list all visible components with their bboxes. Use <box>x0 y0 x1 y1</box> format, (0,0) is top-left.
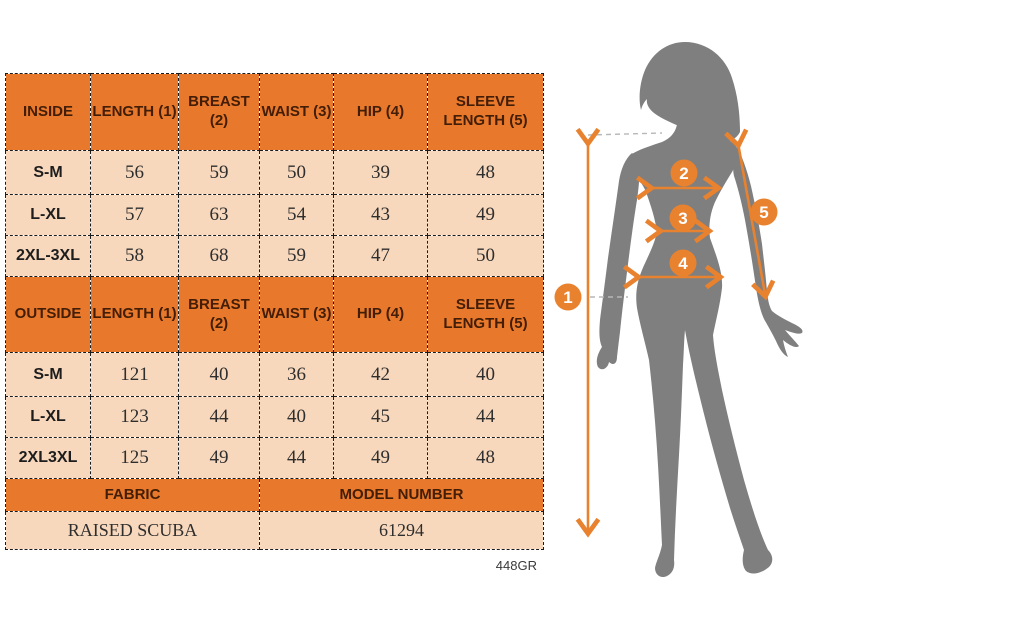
product-code-caption: 448GR <box>495 558 537 573</box>
value-cell: 42 <box>334 353 428 397</box>
value-cell: 44 <box>260 438 334 479</box>
header-waist: WAIST (3) <box>260 74 334 151</box>
model-number-value: 61294 <box>260 512 544 550</box>
badge-3 <box>670 205 697 232</box>
table-header-outside <box>6 277 544 353</box>
table-footer-header <box>6 479 544 512</box>
badge-2 <box>671 160 698 187</box>
value-cell: 40 <box>428 353 544 397</box>
value-cell: 48 <box>428 151 544 195</box>
svg-text:4: 4 <box>678 254 688 273</box>
value-cell: 121 <box>91 353 179 397</box>
header-length: LENGTH (1) <box>91 277 179 353</box>
table-row <box>6 195 544 236</box>
value-cell: 36 <box>260 353 334 397</box>
value-cell: 123 <box>91 397 179 438</box>
height-guide-dash-top <box>588 133 662 135</box>
value-cell: 59 <box>260 236 334 277</box>
size-label: 2XL-3XL <box>6 236 91 277</box>
header-breast: BREAST (2) <box>179 277 260 353</box>
value-cell: 63 <box>179 195 260 236</box>
value-cell: 49 <box>179 438 260 479</box>
header-hip: HIP (4) <box>334 277 428 353</box>
header-inside: INSIDE <box>6 74 91 151</box>
table-row <box>6 438 544 479</box>
value-cell: 39 <box>334 151 428 195</box>
svg-text:3: 3 <box>678 209 688 228</box>
svg-text:1: 1 <box>563 288 573 307</box>
value-cell: 44 <box>428 397 544 438</box>
table-header-inside <box>6 74 544 151</box>
header-hip: HIP (4) <box>334 74 428 151</box>
svg-text:5: 5 <box>759 203 769 222</box>
size-label: L-XL <box>6 195 91 236</box>
value-cell: 50 <box>428 236 544 277</box>
measurement-figure <box>550 20 830 600</box>
size-label: S-M <box>6 151 91 195</box>
table-row <box>6 397 544 438</box>
value-cell: 57 <box>91 195 179 236</box>
header-breast: BREAST (2) <box>179 74 260 151</box>
value-cell: 58 <box>91 236 179 277</box>
value-cell: 43 <box>334 195 428 236</box>
value-cell: 59 <box>179 151 260 195</box>
badge-1 <box>555 284 582 311</box>
value-cell: 54 <box>260 195 334 236</box>
value-cell: 40 <box>260 397 334 438</box>
value-cell: 40 <box>179 353 260 397</box>
badge-5 <box>751 199 778 226</box>
header-sleeve-length: SLEEVE LENGTH (5) <box>428 277 544 353</box>
size-table <box>5 73 543 550</box>
value-cell: 48 <box>428 438 544 479</box>
value-cell: 49 <box>428 195 544 236</box>
badge-4 <box>670 250 697 277</box>
table-row <box>6 236 544 277</box>
header-length: LENGTH (1) <box>91 74 179 151</box>
header-model-number: MODEL NUMBER <box>260 479 544 512</box>
value-cell: 125 <box>91 438 179 479</box>
value-cell: 68 <box>179 236 260 277</box>
value-cell: 45 <box>334 397 428 438</box>
size-label: S-M <box>6 353 91 397</box>
table-row <box>6 353 544 397</box>
value-cell: 47 <box>334 236 428 277</box>
value-cell: 44 <box>179 397 260 438</box>
female-body-silhouette <box>597 42 803 577</box>
value-cell: 50 <box>260 151 334 195</box>
size-label: 2XL3XL <box>6 438 91 479</box>
value-cell: 56 <box>91 151 179 195</box>
table-footer-values <box>6 512 544 550</box>
value-cell: 49 <box>334 438 428 479</box>
header-outside: OUTSIDE <box>6 277 91 353</box>
header-fabric: FABRIC <box>6 479 260 512</box>
fabric-value: RAISED SCUBA <box>6 512 260 550</box>
table-row <box>6 151 544 195</box>
female-silhouette-diagram <box>550 20 830 600</box>
size-label: L-XL <box>6 397 91 438</box>
header-sleeve-length: SLEEVE LENGTH (5) <box>428 74 544 151</box>
svg-text:2: 2 <box>679 164 689 183</box>
header-waist: WAIST (3) <box>260 277 334 353</box>
